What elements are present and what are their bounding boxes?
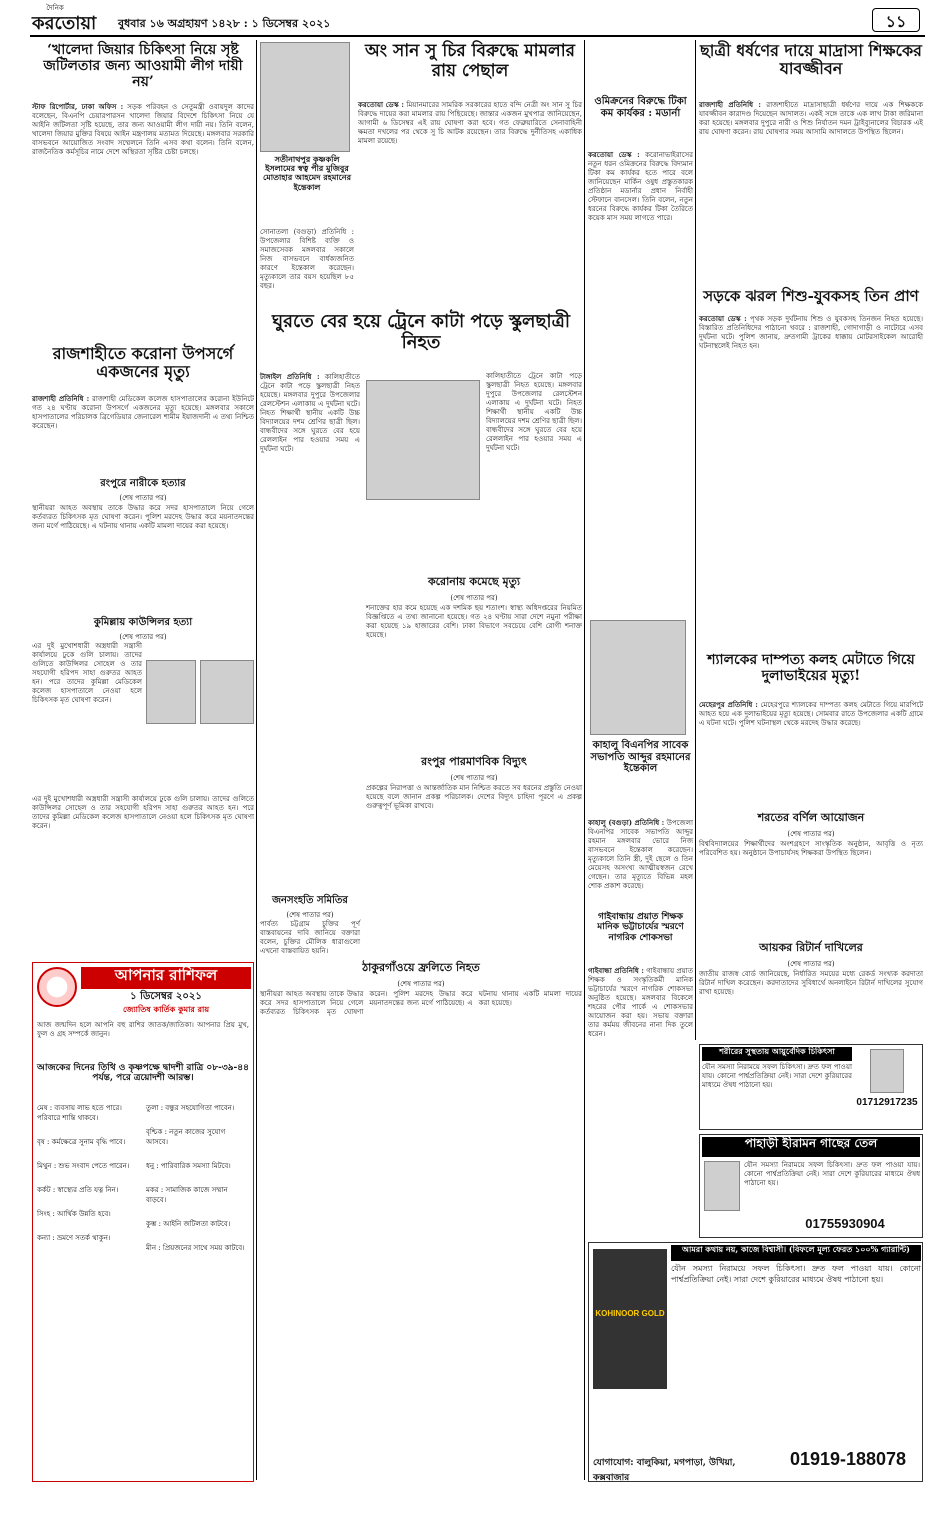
byline: করতোয়া ডেস্ক : <box>699 314 747 323</box>
sub-headline: রংপুরে নারীকে হত্যার <box>100 478 186 489</box>
continued-note: (শেষ পাতার পর) <box>450 594 498 602</box>
obituary-caption: সতীনাথপুর কৃষ্ণকলি ইসলামের স্বত্ব পীর মুজিবুর মোতাহার আহমেদ রহমানের ইন্তেকাল <box>263 154 351 192</box>
continued-note: (শেষ পাতার পর) <box>397 980 445 988</box>
product-box <box>593 1249 667 1389</box>
headline-janasanghati: জনসংহতি সমিতির <box>272 895 348 906</box>
byline: রাজশাহী প্রতিনিধি : <box>32 394 90 403</box>
sign-item: বৃশ্চিক : নতুন কাজের সুযোগ আসবে। <box>146 1128 226 1146</box>
masthead <box>0 0 945 34</box>
headline-road-accident: সড়কে ঝরল শিশু-যুবকসহ তিন প্রাণ <box>703 287 919 305</box>
continued-note: (শেষ পাতার পর) <box>286 911 334 919</box>
article-comilla: এর দুই মুখোশধারী অস্ত্রধারী সন্ত্রাসী কার্যালয়ে ঢুকে গুলি চালায়। তাদের গুলিতে কাউন্সিলর সোহেল ও তার সহযোগী হরিপদ সাহা গুরুতর আহত হন। পরে তাদের কুমিল্লা মেডিকেল কলেজ হাসপাতালে নেওয়া হলে চিকিৎসক মৃত ঘোষণা করেন। <box>32 642 142 704</box>
ad-phone: 01755930904 <box>805 1216 885 1231</box>
headline-gaibandha: গাইবান্ধায় প্রয়াত শিক্ষক মানিক ভট্টাচার্যের স্মরণে নাগরিক শোকসভা <box>597 912 684 943</box>
article-body: করোনাভাইরাসের নতুন ধরন ওমিক্রনের বিরুদ্ধে বিদ্যমান টিকা কম কার্যকর হতে পারে বলে জানিয়েছেন মার্কিন ওষুধ প্রস্তুতকারক প্রতিষ্ঠান মডার্নার প্রধান নির্বাহী স্টেফানে বানসেল। তিনি বলেন, নতুন ধরনের বিরুদ্ধে কার্যকর টিকা তৈরিতে কয়েক মাস সময় লাগতে পারে। <box>588 151 693 222</box>
advertiser-photo <box>704 1161 740 1211</box>
headline-kahalu-obituary: কাহালু বিএনপির সাবেক সভাপতি আব্দুর রহমানের ইন্তেকাল <box>590 740 691 774</box>
headline-omicron: ওমিক্রনের বিরুদ্ধে টিকা কম কার্যকর : মডার্না <box>594 96 687 119</box>
headline-train: ঘুরতে বের হয়ে ট্রেনে কাটা পড়ে স্কুলছাত্রী নিহত <box>272 311 570 353</box>
ad-phone: 01712917235 <box>856 1097 918 1108</box>
article-comilla-cont: এর দুই মুখোশধারী অস্ত্রধারী সন্ত্রাসী কার্যালয়ে ঢুকে গুলি চালায়। তাদের গুলিতে কাউন্সিলর সোহেল ও তার সহযোগী হরিপদ সাহা গুরুতর আহত হন। পরে তাদের কুমিল্লা মেডিকেল কলেজ হাসপাতালে নেওয়া হলে চিকিৎসক মৃত ঘোষণা করেন। <box>32 795 254 830</box>
article-body: গাইবান্ধায় প্রয়াত শিক্ষক ও সংস্কৃতিকর্মী মানিক ভট্টাচার্যের স্মরণে নাগরিক শোকসভা অনুষ্ঠিত হয়েছে। মঙ্গলবার বিকেলে শহরের পৌর পার্কে এ শোকসভার আয়োজন করা হয়। সভায় বক্তারা তার কর্মময় জীবনের নানা দিক তুলে ধরেন। <box>588 967 693 1038</box>
article-body: পৃথক সড়ক দুর্ঘটনায় শিশু ও যুবকসহ তিনজন নিহত হয়েছে। বিস্তারিত প্রতিনিধিদের পাঠানো খবরে : রাজশাহী, গোদাগাড়ী ও নাটোরে এসব দুর্ঘটনা ঘটে। পুলিশ জানায়, দ্রুতগামী ট্রাকের ধাক্কায় মোটরসাইকেল আরোহী ঘটনাস্থলেই নিহত হন। <box>699 315 923 350</box>
article-rangpur-power: প্রকল্পের নিরাপত্তা ও আন্তর্জাতিক মান নিশ্চিত করতে সব ধরনের প্রস্তুতি নেওয়া হয়েছে বলে জানান প্রকল্প পরিচালক। দেশের বিদ্যুৎ চাহিদা পূরণে এ প্রকল্প গুরুত্বপূর্ণ ভূমিকা রাখবে। <box>366 784 582 810</box>
article-rajshahi-corona <box>32 394 254 476</box>
product-name: KOHINOOR GOLD <box>595 1309 665 1318</box>
sign-item: মিথুন : শুভ সংবাদ পেতে পারেন। <box>37 1162 130 1170</box>
page-number: ১১ <box>872 8 920 32</box>
headline-corona-death: করোনায় কমেছে মৃত্যু <box>427 575 521 588</box>
product-bottle <box>870 1049 904 1093</box>
headline-madrasa: ছাত্রী ধর্ষণের দায়ে মাদ্রাসা শিক্ষকের যাবজ্জীবন <box>700 41 922 79</box>
horoscope-date: ১ ডিসেম্বর ২০২১ <box>130 991 202 1002</box>
obituary-photo <box>260 42 350 152</box>
ad-body: যৌন সমস্যা নিরাময়ে সফল চিকিৎসা। দ্রুত ফল পাওয়া যায়। কোনো পার্শ্বপ্রতিক্রিয়া নেই। সারা দেশে কুরিয়ারের মাধ্যমে ঔষধ পাঠানো হয়। <box>702 1063 852 1089</box>
ad-contact: যোগাযোগ: বালুকিয়া, মগপাড়া, উখিয়া, কক্সবাজার <box>593 1458 736 1483</box>
article-omicron <box>588 150 693 620</box>
horoscope-intro: আজ জন্মদিন হলে আপনি বহু রাশির জাতক/জাতিকা। আপনার প্রিয় মুখ, ফুল ও গ্রহ সম্পর্কে জানুন। <box>37 1021 249 1038</box>
sign-item: বৃষ : কর্মক্ষেত্রে সুনাম বৃদ্ধি পাবে। <box>37 1138 126 1146</box>
horoscope-box <box>32 962 254 1482</box>
horoscope-title: আপনার রাশিফল <box>81 967 251 989</box>
sign-item: কুম্ভ : আইনি জটিলতা কাটবে। <box>146 1220 231 1228</box>
sign-item: তুলা : বন্ধুর সহযোগিতা পাবেন। <box>146 1104 235 1112</box>
dateline: বুধবার ১৬ অগ্রহায়ণ ১৪২৮ : ১ ডিসেম্বর ২০২১ <box>118 17 331 30</box>
headline-thakurgaon: ঠাকুরগাঁওয়ে ফ্রলিতে নিহত <box>362 961 480 974</box>
ad-title: পাহাড়ী হীরামন গাছের তেল <box>702 1137 920 1157</box>
headline-sharodotsav: শরতের বর্ণিল আয়োজন <box>757 811 865 824</box>
headline-comilla: কুমিল্লায় কাউন্সিলর হত্যা <box>93 617 193 628</box>
photo-councillor-1 <box>146 660 196 724</box>
article-train <box>260 372 360 952</box>
photo-student <box>366 380 480 500</box>
column-rule <box>584 40 585 1480</box>
article-body: মিয়ানমারের সামরিক সরকারের হাতে বন্দি নেত্রী অং সান সু চির বিরুদ্ধে দায়ের করা মামলার রায় পিছিয়েছে। জান্তার একজন মুখপাত্র জানিয়েছেন, আগামী ৬ ডিসেম্বর এই রায় ঘোষণা করা হবে। গত ফেব্রুয়ারিতে সেনাবাহিনী ক্ষমতা দখলের পর থেকে সু চি আটক রয়েছেন। তার বিরুদ্ধে দুর্নীতিসহ একাধিক মামলা রয়েছে। <box>358 101 582 145</box>
continued-note: (শেষ পাতার পর) <box>119 633 167 641</box>
horoscope-astrologer: জ্যোতিষ কার্তিক কুমার রায় <box>122 1004 210 1014</box>
article-train-cont: কালিহাতীতে ট্রেনে কাটা পড়ে স্কুলছাত্রী নিহত হয়েছে। মঙ্গলবার দুপুরে উপজেলার রেলস্টেশন এলাকায় এ দুর্ঘটনা ঘটে। নিহত শিক্ষার্থী স্থানীয় একটি উচ্চ বিদ্যালয়ের দশম শ্রেণির ছাত্রী ছিল। বান্ধবীদের সঙ্গে ঘুরতে বের হয়ে রেললাইন পার হওয়ার সময় এ দুর্ঘটনা ঘটে। <box>486 372 582 452</box>
article-body: রাজশাহী মেডিকেল কলেজ হাসপাতালের করোনা ইউনিটে গত ২৪ ঘণ্টায় করোনা উপসর্গে একজনের মৃত্যু হয়েছে। মঙ্গলবার সকালে হাসপাতালের পরিচালক ব্রিগেডিয়ার জেনারেল শামীম ইয়াজদানী এ তথ্য নিশ্চিত করেছেন। <box>32 395 254 430</box>
article-khaleda <box>32 102 254 340</box>
sign-item: কর্কট : স্বাস্থ্যের প্রতি যত্ন নিন। <box>37 1186 119 1194</box>
article-body: উপজেলা বিএনপির সাবেক সভাপতি আব্দুর রহমান মঙ্গলবার ভোরে নিজ বাসভবনে ইন্তেকাল করেছেন। মৃত্যুকালে তিনি স্ত্রী, দুই ছেলে ও তিন মেয়েসহ অসংখ্য আত্মীয়স্বজন রেখে গেছেন। তার মৃত্যুতে বিভিন্ন মহল শোক প্রকাশ করেছে। <box>588 819 693 890</box>
continued-note: (শেষ পাতার পর) <box>119 494 167 502</box>
ad-title: আমরা কথায় নয়, কাজে বিশ্বাসী। (বিফলে মূল্য ফেরত ১০০% গ্যারান্টি) <box>671 1245 921 1261</box>
headline-suu-kyi: অং সান সু চির বিরুদ্ধে মামলার রায় পেছাল <box>365 41 575 81</box>
article-body: রাজশাহীতে মাদ্রাসাছাত্রী ধর্ষণের দায়ে এক শিক্ষককে যাবজ্জীবন কারাদণ্ড দিয়েছেন আদালত। একই সঙ্গে তাকে এক লাখ টাকা জরিমানা করা হয়েছে। মঙ্গলবার দুপুরে নারী ও শিশু নির্যাতন দমন ট্রাইব্যুনালের বিচারক এই রায় ঘোষণা করেন। রায় ঘোষণার সময় আসামি আদালতে উপস্থিত ছিলেন। <box>699 101 923 136</box>
ad-title: শরীরের সুস্থতায় আয়ুর্বেদিক চিকিৎসা <box>702 1047 852 1061</box>
column-rule <box>695 40 696 1040</box>
byline: রাজশাহী প্রতিনিধি : <box>699 100 762 109</box>
article-thakurgaon: স্থানীয়রা আহত অবস্থায় তাকে উদ্ধার করে সদর হাসপাতালে নিয়ে গেলে কর্তব্যরত চিকিৎসক মৃত ঘোষণা করেন। পুলিশ মরদেহ উদ্ধার করে ময়নাতদন্তের জন্য মর্গে পাঠিয়েছে। এ ঘটনায় থানায় একটি মামলা দায়ের করা হয়েছে। <box>260 990 582 1016</box>
tithi: আজকের দিনের তিথি ও কৃষ্ণপক্ষে দ্বাদশী রাত্রি ০৮-৩৯-৪৪ পর্যন্ত, পরে ত্রয়োদশী আরম্ভ। <box>37 1063 249 1084</box>
sign-item: মীন : প্রিয়জনের সাথে সময় কাটবে। <box>146 1244 245 1252</box>
continued-note: (শেষ পাতার পর) <box>787 830 835 838</box>
continued-note: (শেষ পাতার পর) <box>450 774 498 782</box>
byline: স্টাফ রিপোর্টার, ঢাকা অফিস : <box>32 102 124 111</box>
headline-rajshahi-corona: রাজশাহীতে করোনা উপসর্গে একজনের মৃত্যু <box>52 344 234 382</box>
byline: মেহেরপুর প্রতিনিধি : <box>699 700 758 709</box>
byline: করতোয়া ডেস্ক : <box>358 100 404 109</box>
article-body: সড়ক পরিবহন ও সেতুমন্ত্রী ওবায়দুল কাদের বলেছেন, বিএনপি চেয়ারপারসন খালেদা জিয়ার বিদেশে চিকিৎসা নিয়ে যে আইনি জটিলতা সৃষ্টি হয়েছে, তার জন্য আওয়ামী লীগ দায়ী নয়। তিনি বলেন, খালেদা জিয়ার মুক্তির বিষয়ে আইন মন্ত্রণালয় মতামত দিয়েছে। মঙ্গলবার সরকারি বাসভবনে আয়োজিত সংবাদ সম্মেলনে তিনি এসব কথা বলেন। তিনি বলেন, রাজনৈতিক কর্মসূচির নামে দেশে অস্থিরতা সৃষ্টির চেষ্টা চলছে। <box>32 103 255 156</box>
byline: গাইবান্ধা প্রতিনিধি : <box>588 966 644 975</box>
ad-body: যৌন সমস্যা নিরাময়ে সফল চিকিৎসা। দ্রুত ফল পাওয়া যায়। কোনো পার্শ্বপ্রতিক্রিয়া নেই। সারা দেশে কুরিয়ারের মাধ্যমে ঔষধ পাঠানো হয়। <box>744 1161 920 1187</box>
sign-item: ধনু : পারিবারিক সমস্যা মিটবে। <box>146 1162 231 1170</box>
column-rule <box>256 40 257 1480</box>
ad-kohinoor <box>588 1242 923 1482</box>
article-body-filler: স্থানীয়রা আহত অবস্থায় তাকে উদ্ধার করে সদর হাসপাতালে নিয়ে গেলে কর্তব্যরত চিকিৎসক মৃত ঘোষণা করেন। পুলিশ মরদেহ উদ্ধার করে ময়নাতদন্তের জন্য মর্গে পাঠিয়েছে। এ ঘটনায় থানায় একটি মামলা দায়ের করা হয়েছে। <box>32 504 254 530</box>
masthead-prefix: দৈনিক <box>46 4 64 12</box>
article-shyalak <box>699 700 923 810</box>
article-aykar: জাতীয় রাজস্ব বোর্ড জানিয়েছে, নির্ধারিত সময়ের মধ্যে রেকর্ড সংখ্যক করদাতা রিটার্ন দাখিল করেছেন। করদাতাদের সুবিধার্থে অনলাইনে রিটার্ন দাখিলের সুযোগ রাখা হয়েছে। <box>699 970 923 996</box>
headline-shyalak: শ্যালকের দাম্পত্য কলহ মেটাতে গিয়ে দুলাভাইয়ের মৃত্যু! <box>707 652 915 685</box>
article-sharodotsav: বিশ্ববিদ্যালয়ের শিক্ষার্থীদের অংশগ্রহণে সাংস্কৃতিক অনুষ্ঠান, আবৃত্তি ও নৃত্য পরিবেশিত হয়। অনুষ্ঠানে উপাচার্যসহ শিক্ষকরা উপস্থিত ছিলেন। <box>699 840 923 857</box>
ad-body: যৌন সমস্যা নিরাময়ে সফল চিকিৎসা। দ্রুত ফল পাওয়া যায়। কোনো পার্শ্বপ্রতিক্রিয়া নেই। সারা দেশে কুরিয়ারের মাধ্যমে ঔষধ পাঠানো হয়। <box>671 1264 921 1284</box>
horoscope-signs <box>37 1103 249 1478</box>
sign-item: কন্যা : ভ্রমণে সতর্ক থাকুন। <box>37 1234 111 1242</box>
byline: টাঙ্গাইল প্রতিনিধি : <box>260 372 320 381</box>
headline-khaleda: ‘খালেদা জিয়ার চিকিৎসা নিয়ে সৃষ্ট জটিলতার জন্য আওয়ামী লীগ দায়ী নয়’ <box>43 42 243 91</box>
ad-ayurvedic <box>699 1044 923 1130</box>
masthead-rule <box>30 35 925 37</box>
photo-councillor-2 <box>200 660 254 724</box>
headline-aykar: আয়কর রিটার্ন দাখিলের <box>759 941 863 954</box>
sign-item: মেষ : ব্যবসায় লাভ হতে পারে। পরিবারে শান্তি থাকবে। <box>37 1104 122 1122</box>
ad-hiramon-oil <box>699 1134 923 1238</box>
sign-item: মকর : সামাজিক কাজে সম্মান বাড়বে। <box>146 1186 228 1204</box>
article-body: মেহেরপুরে শ্যালকের দাম্পত্য কলহ মেটাতে গিয়ে মারপিটে আহত হয়ে এক দুলাভাইয়ের মৃত্যু হয়েছে। সোমবার রাতে উপজেলার একটি গ্রামে এ ঘটনা ঘটে। পুলিশ ঘটনাস্থল থেকে মরদেহ উদ্ধার করেছে। <box>699 701 924 727</box>
article-corona-death: শনাক্তের হার কমে হয়েছে এক দশমিক ছয় শতাংশ। স্বাস্থ্য অধিদপ্তরের নিয়মিত বিজ্ঞপ্তিতে এ তথ্য জানানো হয়েছে। গত ২৪ ঘণ্টায় সারা দেশে নমুনা পরীক্ষা করা হয়েছে ১৯ হাজারের বেশি। ঢাকা বিভাগে সবচেয়ে বেশি রোগী শনাক্ত হয়েছে। <box>366 604 582 639</box>
obituary-photo-2 <box>590 620 686 735</box>
sign-item: সিংহ : আর্থিক উন্নতি হবে। <box>37 1210 111 1218</box>
byline: কাহালু (বগুড়া) প্রতিনিধি : <box>588 818 665 827</box>
ad-phone: 01919-188078 <box>789 1449 907 1469</box>
article-madrasa <box>699 100 923 286</box>
byline: করতোয়া ডেস্ক : <box>588 150 640 159</box>
article-janasanghati: পার্বত্য চট্টগ্রাম চুক্তির পূর্ণ বাস্তবায়নের দাবি জানিয়ে বক্তারা বলেন, চুক্তির মৌলিক ধারাগুলো এখনো বাস্তবায়িত হয়নি। <box>260 920 360 955</box>
article-road-accident <box>699 314 923 650</box>
masthead-logo: করতোয়া <box>32 13 97 34</box>
obituary-body: সোনাতলা (বগুড়া) প্রতিনিধি : উপজেলার বিশিষ্ট ব্যক্তি ও সমাজসেবক মঙ্গলবার সকালে নিজ বাসভবনে বার্ধক্যজনিত কারণে ইন্তেকাল করেছেন। মৃত্যুকালে তার বয়স হয়েছিল ৮৫ বছর। <box>260 228 354 290</box>
continued-note: (শেষ পাতার পর) <box>787 960 835 968</box>
article-suu-kyi <box>358 100 582 310</box>
zodiac-wheel-icon <box>37 967 77 1007</box>
headline-rangpur-power: রংপুর পারমাণবিক বিদ্যুৎ <box>421 755 527 768</box>
article-body: কালিহাতীতে ট্রেনে কাটা পড়ে স্কুলছাত্রী নিহত হয়েছে। মঙ্গলবার দুপুরে উপজেলার রেলস্টেশন এলাকায় এ দুর্ঘটনা ঘটে। নিহত শিক্ষার্থী স্থানীয় একটি উচ্চ বিদ্যালয়ের দশম শ্রেণির ছাত্রী ছিল। বান্ধবীদের সঙ্গে ঘুরতে বের হয়ে রেললাইন পার হওয়ার সময় এ দুর্ঘটনা ঘটে। <box>260 373 360 453</box>
